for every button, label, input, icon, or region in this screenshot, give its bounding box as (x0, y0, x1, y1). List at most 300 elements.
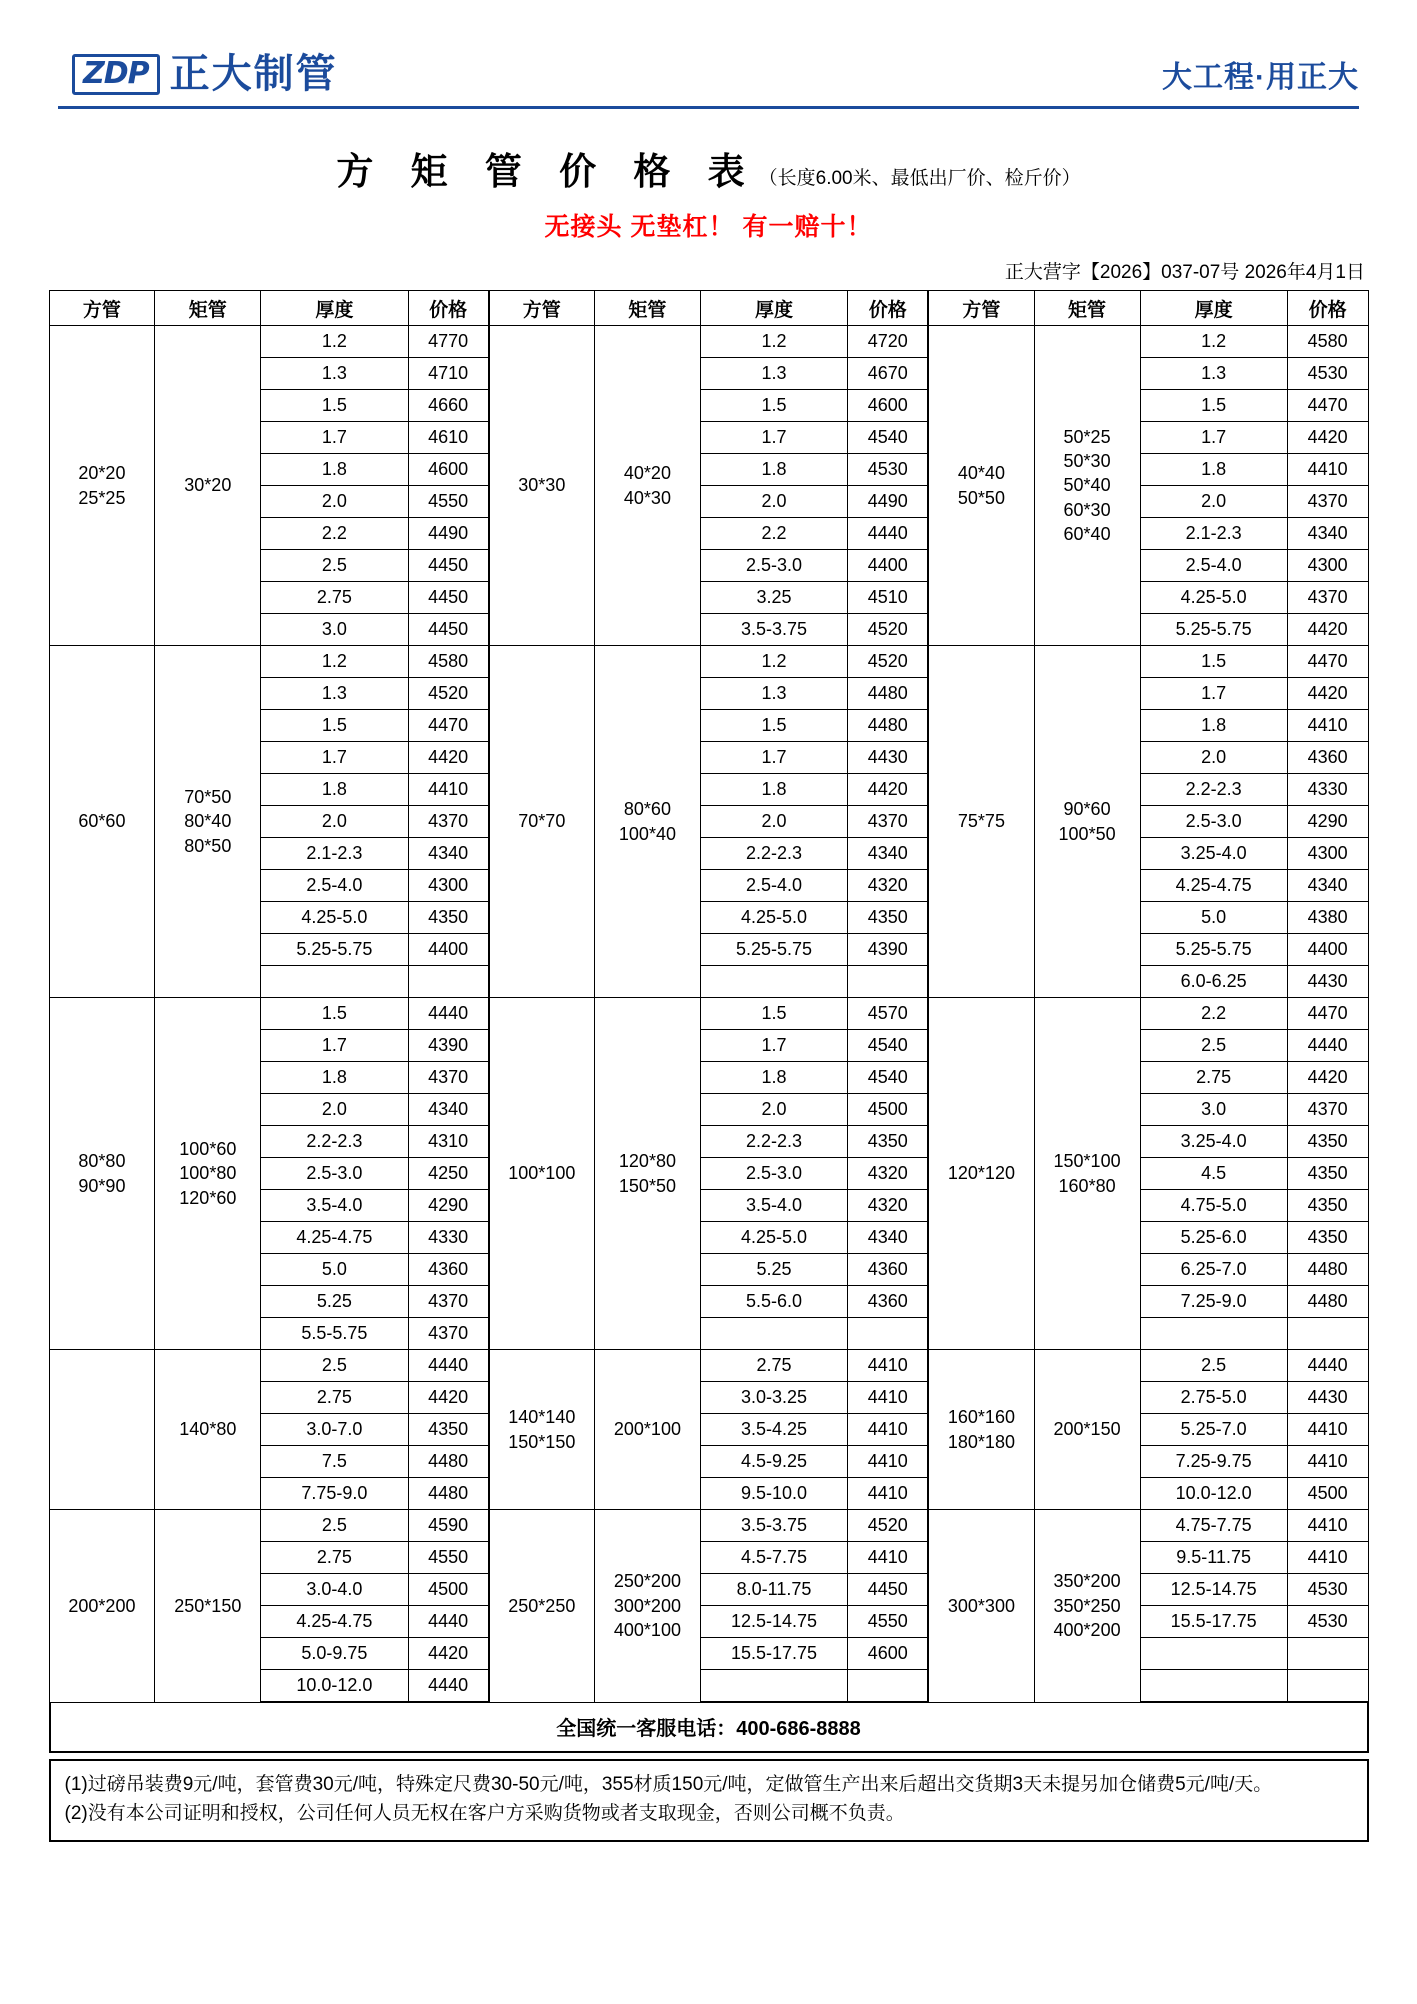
price-cell: 4340 (848, 838, 929, 870)
thickness-cell: 1.8 (261, 774, 408, 806)
thickness-cell: 2.2 (700, 518, 847, 550)
column-header: 矩管 (1034, 291, 1140, 326)
price-cell: 4410 (1287, 454, 1368, 486)
thickness-cell: 5.25-5.75 (261, 934, 408, 966)
price-cell (1287, 1638, 1368, 1670)
thickness-cell: 2.5-4.0 (700, 870, 847, 902)
square-size-cell: 300*300 (928, 1510, 1034, 1703)
thickness-cell (700, 1318, 847, 1350)
price-cell: 4410 (848, 1446, 929, 1478)
footer-note-2: (2)没有本公司证明和授权，公司任何人员无权在客户方采购货物或者支取现金，否则公司概不负责。 (64, 1802, 905, 1824)
price-cell: 4420 (408, 1638, 489, 1670)
price-cell: 4330 (408, 1222, 489, 1254)
thickness-cell: 1.5 (1140, 646, 1287, 678)
column-header: 方管 (489, 291, 595, 326)
thickness-cell: 2.75 (261, 582, 408, 614)
price-cell: 4290 (1287, 806, 1368, 838)
thickness-cell: 1.8 (261, 454, 408, 486)
square-size-cell: 20*20 25*25 (49, 326, 155, 646)
price-cell: 4770 (408, 326, 489, 358)
thickness-cell: 1.7 (261, 742, 408, 774)
thickness-cell: 1.5 (700, 710, 847, 742)
price-cell: 4430 (1287, 966, 1368, 998)
thickness-cell: 1.7 (261, 422, 408, 454)
logo-mark-text: ZDP (83, 55, 149, 91)
price-cell: 4490 (408, 518, 489, 550)
price-cell: 4520 (848, 1510, 929, 1542)
thickness-cell: 12.5-14.75 (1140, 1574, 1287, 1606)
thickness-cell: 4.75-7.75 (1140, 1510, 1287, 1542)
thickness-cell: 2.0 (700, 806, 847, 838)
thickness-cell: 1.5 (1140, 390, 1287, 422)
price-cell: 4450 (408, 614, 489, 646)
brand-name: 正大制管 (169, 52, 338, 96)
thickness-cell: 1.7 (1140, 422, 1287, 454)
rect-size-cell: 30*20 (155, 326, 261, 646)
thickness-cell: 1.7 (1140, 678, 1287, 710)
thickness-cell: 1.7 (700, 742, 847, 774)
price-cell: 4480 (408, 1446, 489, 1478)
thickness-cell: 4.5 (1140, 1158, 1287, 1190)
price-cell: 4440 (1287, 1030, 1368, 1062)
price-cell: 4660 (408, 390, 489, 422)
thickness-cell: 7.25-9.75 (1140, 1446, 1287, 1478)
thickness-cell: 3.25-4.0 (1140, 838, 1287, 870)
table-body (49, 326, 1368, 1703)
price-cell: 4410 (1287, 1414, 1368, 1446)
price-cell: 4540 (848, 1030, 929, 1062)
square-size-cell: 40*40 50*50 (928, 326, 1034, 646)
price-cell: 4320 (848, 870, 929, 902)
thickness-cell (1140, 1670, 1287, 1703)
thickness-cell: 5.25 (700, 1254, 847, 1286)
thickness-cell: 4.25-5.0 (700, 1222, 847, 1254)
price-cell: 4370 (1287, 582, 1368, 614)
thickness-cell: 15.5-17.75 (700, 1638, 847, 1670)
table-row (49, 1350, 1368, 1382)
price-table (49, 290, 1369, 1703)
title-row (48, 141, 1369, 195)
price-cell: 4360 (408, 1254, 489, 1286)
thickness-cell: 2.75 (700, 1350, 847, 1382)
thickness-cell: 4.25-5.0 (261, 902, 408, 934)
price-cell: 4370 (408, 806, 489, 838)
price-cell (408, 966, 489, 998)
price-cell: 4360 (1287, 742, 1368, 774)
document-number-line: 正大营字【2026】037-07号 2026年4月1日 (1004, 262, 1365, 283)
thickness-cell: 2.5 (261, 1510, 408, 1542)
price-cell: 4420 (1287, 678, 1368, 710)
price-cell: 4450 (848, 1574, 929, 1606)
thickness-cell: 1.2 (261, 646, 408, 678)
thickness-cell: 7.75-9.0 (261, 1478, 408, 1510)
thickness-cell: 1.5 (261, 710, 408, 742)
price-cell: 4350 (408, 902, 489, 934)
price-cell: 4370 (1287, 1094, 1368, 1126)
thickness-cell: 1.3 (1140, 358, 1287, 390)
price-cell: 4430 (1287, 1382, 1368, 1414)
column-header: 厚度 (1140, 291, 1287, 326)
price-cell: 4410 (848, 1382, 929, 1414)
thickness-cell (1140, 1318, 1287, 1350)
price-cell: 4580 (408, 646, 489, 678)
rect-size-cell: 350*200 350*250 400*200 (1034, 1510, 1140, 1703)
thickness-cell: 2.5-3.0 (261, 1158, 408, 1190)
thickness-cell: 3.25 (700, 582, 847, 614)
thickness-cell: 4.25-4.75 (261, 1606, 408, 1638)
price-cell (848, 1670, 929, 1703)
thickness-cell: 1.3 (700, 678, 847, 710)
thickness-cell: 3.0 (261, 614, 408, 646)
price-cell: 4350 (408, 1414, 489, 1446)
price-cell: 4420 (848, 774, 929, 806)
price-cell: 4440 (408, 1350, 489, 1382)
thickness-cell: 1.8 (1140, 454, 1287, 486)
thickness-cell: 3.5-4.0 (261, 1190, 408, 1222)
thickness-cell: 4.5-7.75 (700, 1542, 847, 1574)
thickness-cell: 2.5-3.0 (700, 550, 847, 582)
price-cell: 4370 (848, 806, 929, 838)
price-cell: 4350 (848, 902, 929, 934)
price-cell: 4310 (408, 1126, 489, 1158)
price-cell: 4340 (408, 1094, 489, 1126)
price-cell: 4400 (1287, 934, 1368, 966)
thickness-cell: 4.25-5.0 (700, 902, 847, 934)
column-header: 矩管 (595, 291, 701, 326)
thickness-cell: 3.0-4.0 (261, 1574, 408, 1606)
rect-size-cell: 40*20 40*30 (595, 326, 701, 646)
square-size-cell: 70*70 (489, 646, 595, 998)
price-cell: 4440 (1287, 1350, 1368, 1382)
thickness-cell: 8.0-11.75 (700, 1574, 847, 1606)
thickness-cell: 5.5-6.0 (700, 1286, 847, 1318)
price-cell: 4440 (408, 1670, 489, 1703)
price-cell: 4490 (848, 486, 929, 518)
thickness-cell: 2.2-2.3 (261, 1126, 408, 1158)
table-row (49, 326, 1368, 358)
price-cell: 4300 (1287, 550, 1368, 582)
rect-size-cell: 250*150 (155, 1510, 261, 1703)
thickness-cell: 9.5-11.75 (1140, 1542, 1287, 1574)
thickness-cell: 2.5-3.0 (700, 1158, 847, 1190)
table-row (49, 1510, 1368, 1542)
thickness-cell: 5.25-7.0 (1140, 1414, 1287, 1446)
price-cell: 4370 (408, 1062, 489, 1094)
thickness-cell: 1.8 (261, 1062, 408, 1094)
thickness-cell: 3.0-7.0 (261, 1414, 408, 1446)
price-cell: 4400 (408, 934, 489, 966)
thickness-cell: 5.25 (261, 1286, 408, 1318)
thickness-cell: 2.2 (1140, 998, 1287, 1030)
price-cell: 4470 (408, 710, 489, 742)
price-cell: 4470 (1287, 390, 1368, 422)
price-cell: 4450 (408, 550, 489, 582)
price-cell: 4380 (1287, 902, 1368, 934)
rect-size-cell: 100*60 100*80 120*60 (155, 998, 261, 1350)
thickness-cell: 15.5-17.75 (1140, 1606, 1287, 1638)
thickness-cell: 1.7 (700, 1030, 847, 1062)
price-cell: 4400 (848, 550, 929, 582)
price-cell: 4470 (1287, 998, 1368, 1030)
price-cell: 4410 (1287, 1510, 1368, 1542)
company-logo-icon (72, 54, 160, 95)
square-size-cell: 30*30 (489, 326, 595, 646)
promo-subtitle: 无接头 无垫杠！ 有一赔十！ (544, 213, 873, 241)
thickness-cell: 2.2 (261, 518, 408, 550)
brand (72, 54, 338, 95)
thickness-cell: 10.0-12.0 (261, 1670, 408, 1703)
price-cell: 4600 (848, 1638, 929, 1670)
square-size-cell (49, 1350, 155, 1510)
square-size-cell: 100*100 (489, 998, 595, 1350)
thickness-cell: 2.2-2.3 (700, 838, 847, 870)
square-size-cell: 120*120 (928, 998, 1034, 1350)
footer-notes (49, 1759, 1369, 1842)
thickness-cell: 2.0 (1140, 486, 1287, 518)
price-cell: 4480 (848, 710, 929, 742)
thickness-cell: 1.2 (700, 326, 847, 358)
price-cell: 4530 (848, 454, 929, 486)
price-cell: 4360 (848, 1286, 929, 1318)
thickness-cell: 2.75-5.0 (1140, 1382, 1287, 1414)
price-cell: 4510 (848, 582, 929, 614)
thickness-cell: 7.25-9.0 (1140, 1286, 1287, 1318)
thickness-cell: 2.2-2.3 (1140, 774, 1287, 806)
price-cell: 4480 (848, 678, 929, 710)
column-header: 厚度 (700, 291, 847, 326)
rect-size-cell: 80*60 100*40 (595, 646, 701, 998)
thickness-cell: 4.25-4.75 (1140, 870, 1287, 902)
thickness-cell: 1.3 (261, 358, 408, 390)
thickness-cell: 2.0 (700, 486, 847, 518)
thickness-cell: 2.5 (261, 1350, 408, 1382)
thickness-cell: 5.5-5.75 (261, 1318, 408, 1350)
thickness-cell: 3.5-3.75 (700, 614, 847, 646)
thickness-cell: 2.75 (1140, 1062, 1287, 1094)
price-cell: 4480 (1287, 1254, 1368, 1286)
thickness-cell: 6.0-6.25 (1140, 966, 1287, 998)
square-size-cell: 160*160 180*180 (928, 1350, 1034, 1510)
price-cell: 4300 (408, 870, 489, 902)
column-header: 矩管 (155, 291, 261, 326)
thickness-cell: 3.0-3.25 (700, 1382, 847, 1414)
hotline-bar: 全国统一客服电话：400-686-8888 (49, 1703, 1369, 1753)
price-cell: 4420 (1287, 422, 1368, 454)
price-cell: 4550 (848, 1606, 929, 1638)
column-header: 厚度 (261, 291, 408, 326)
thickness-cell: 2.5 (1140, 1030, 1287, 1062)
price-cell: 4410 (1287, 710, 1368, 742)
thickness-cell: 3.25-4.0 (1140, 1126, 1287, 1158)
price-cell (1287, 1670, 1368, 1703)
thickness-cell: 5.25-5.75 (700, 934, 847, 966)
price-cell: 4440 (408, 1606, 489, 1638)
price-cell: 4390 (408, 1030, 489, 1062)
thickness-cell: 5.25-5.75 (1140, 934, 1287, 966)
thickness-cell: 1.2 (700, 646, 847, 678)
thickness-cell: 1.8 (700, 1062, 847, 1094)
thickness-cell: 3.5-3.75 (700, 1510, 847, 1542)
price-cell: 4440 (848, 518, 929, 550)
thickness-cell: 5.25-6.0 (1140, 1222, 1287, 1254)
thickness-cell: 9.5-10.0 (700, 1478, 847, 1510)
price-cell: 4290 (408, 1190, 489, 1222)
price-cell: 4440 (408, 998, 489, 1030)
price-cell (848, 1318, 929, 1350)
thickness-cell: 2.1-2.3 (261, 838, 408, 870)
price-cell: 4350 (848, 1126, 929, 1158)
price-cell: 4320 (848, 1158, 929, 1190)
price-cell: 4600 (408, 454, 489, 486)
page-header (48, 0, 1369, 96)
price-cell: 4420 (408, 742, 489, 774)
thickness-cell: 2.0 (1140, 742, 1287, 774)
thickness-cell: 2.0 (261, 806, 408, 838)
thickness-cell: 2.5-3.0 (1140, 806, 1287, 838)
price-cell: 4430 (848, 742, 929, 774)
price-cell: 4500 (1287, 1478, 1368, 1510)
thickness-cell: 4.5-9.25 (700, 1446, 847, 1478)
thickness-cell: 2.0 (261, 486, 408, 518)
thickness-cell (700, 966, 847, 998)
price-cell: 4530 (1287, 1574, 1368, 1606)
rect-size-cell: 200*150 (1034, 1350, 1140, 1510)
rect-size-cell: 250*200 300*200 400*100 (595, 1510, 701, 1703)
thickness-cell: 2.5 (1140, 1350, 1287, 1382)
column-header: 价格 (848, 291, 929, 326)
price-cell: 4370 (1287, 486, 1368, 518)
price-cell: 4360 (848, 1254, 929, 1286)
thickness-cell: 2.0 (261, 1094, 408, 1126)
price-cell: 4350 (1287, 1126, 1368, 1158)
thickness-cell: 5.25-5.75 (1140, 614, 1287, 646)
column-header: 价格 (408, 291, 489, 326)
thickness-cell: 2.5 (261, 550, 408, 582)
thickness-cell: 1.3 (700, 358, 847, 390)
thickness-cell: 4.25-5.0 (1140, 582, 1287, 614)
thickness-cell: 1.7 (261, 1030, 408, 1062)
thickness-cell: 5.0-9.75 (261, 1638, 408, 1670)
thickness-cell: 12.5-14.75 (700, 1606, 847, 1638)
thickness-cell: 4.25-4.75 (261, 1222, 408, 1254)
price-cell: 4500 (848, 1094, 929, 1126)
price-cell: 4580 (1287, 326, 1368, 358)
thickness-cell: 3.5-4.25 (700, 1414, 847, 1446)
table-header (49, 291, 1368, 326)
thickness-cell: 2.0 (700, 1094, 847, 1126)
thickness-cell: 5.0 (261, 1254, 408, 1286)
price-cell: 4520 (408, 678, 489, 710)
header-divider (58, 106, 1359, 109)
column-header: 方管 (49, 291, 155, 326)
rect-size-cell: 150*100 160*80 (1034, 998, 1140, 1350)
price-cell: 4410 (848, 1414, 929, 1446)
thickness-cell: 10.0-12.0 (1140, 1478, 1287, 1510)
rect-size-cell: 140*80 (155, 1350, 261, 1510)
thickness-cell: 1.8 (1140, 710, 1287, 742)
price-cell: 4410 (1287, 1542, 1368, 1574)
square-size-cell: 250*250 (489, 1510, 595, 1703)
square-size-cell: 140*140 150*150 (489, 1350, 595, 1510)
thickness-cell: 3.0 (1140, 1094, 1287, 1126)
price-cell: 4420 (1287, 1062, 1368, 1094)
price-cell: 4340 (1287, 518, 1368, 550)
price-cell: 4250 (408, 1158, 489, 1190)
price-cell (1287, 1318, 1368, 1350)
price-cell: 4340 (1287, 870, 1368, 902)
price-cell: 4540 (848, 1062, 929, 1094)
column-header: 方管 (928, 291, 1034, 326)
price-cell: 4480 (1287, 1286, 1368, 1318)
thickness-cell (261, 966, 408, 998)
thickness-cell: 1.8 (700, 774, 847, 806)
thickness-cell: 2.1-2.3 (1140, 518, 1287, 550)
thickness-cell: 2.75 (261, 1542, 408, 1574)
table-row (49, 998, 1368, 1030)
price-cell: 4350 (1287, 1190, 1368, 1222)
rect-size-cell: 70*50 80*40 80*50 (155, 646, 261, 998)
price-cell: 4520 (848, 646, 929, 678)
thickness-cell (700, 1670, 847, 1703)
price-cell: 4410 (848, 1542, 929, 1574)
price-cell: 4550 (408, 1542, 489, 1574)
price-cell: 4320 (848, 1190, 929, 1222)
price-cell: 4670 (848, 358, 929, 390)
price-cell: 4330 (1287, 774, 1368, 806)
price-cell: 4470 (1287, 646, 1368, 678)
thickness-cell: 1.8 (700, 454, 847, 486)
price-cell: 4600 (848, 390, 929, 422)
page-title: 方 矩 管 价 格 表 (336, 152, 759, 193)
thickness-cell: 1.7 (700, 422, 847, 454)
price-cell: 4300 (1287, 838, 1368, 870)
price-cell: 4550 (408, 486, 489, 518)
column-header: 价格 (1287, 291, 1368, 326)
thickness-cell: 1.5 (700, 390, 847, 422)
price-cell: 4420 (1287, 614, 1368, 646)
thickness-cell: 4.75-5.0 (1140, 1190, 1287, 1222)
price-cell: 4410 (848, 1350, 929, 1382)
price-cell: 4340 (848, 1222, 929, 1254)
square-size-cell: 75*75 (928, 646, 1034, 998)
price-cell: 4450 (408, 582, 489, 614)
thickness-cell: 1.5 (700, 998, 847, 1030)
thickness-cell: 3.5-4.0 (700, 1190, 847, 1222)
thickness-cell: 2.75 (261, 1382, 408, 1414)
price-cell: 4410 (408, 774, 489, 806)
thickness-cell: 6.25-7.0 (1140, 1254, 1287, 1286)
price-cell: 4410 (1287, 1446, 1368, 1478)
price-cell: 4410 (848, 1478, 929, 1510)
thickness-cell: 1.3 (261, 678, 408, 710)
price-cell: 4540 (848, 422, 929, 454)
price-cell: 4480 (408, 1478, 489, 1510)
table-row (49, 646, 1368, 678)
price-cell (848, 966, 929, 998)
price-cell: 4530 (1287, 1606, 1368, 1638)
price-cell: 4350 (1287, 1222, 1368, 1254)
price-cell: 4590 (408, 1510, 489, 1542)
thickness-cell: 1.2 (1140, 326, 1287, 358)
thickness-cell: 2.2-2.3 (700, 1126, 847, 1158)
thickness-cell: 1.2 (261, 326, 408, 358)
square-size-cell: 80*80 90*90 (49, 998, 155, 1350)
price-cell: 4530 (1287, 358, 1368, 390)
price-cell: 4370 (408, 1318, 489, 1350)
price-cell: 4370 (408, 1286, 489, 1318)
thickness-cell (1140, 1638, 1287, 1670)
thickness-cell: 5.0 (1140, 902, 1287, 934)
